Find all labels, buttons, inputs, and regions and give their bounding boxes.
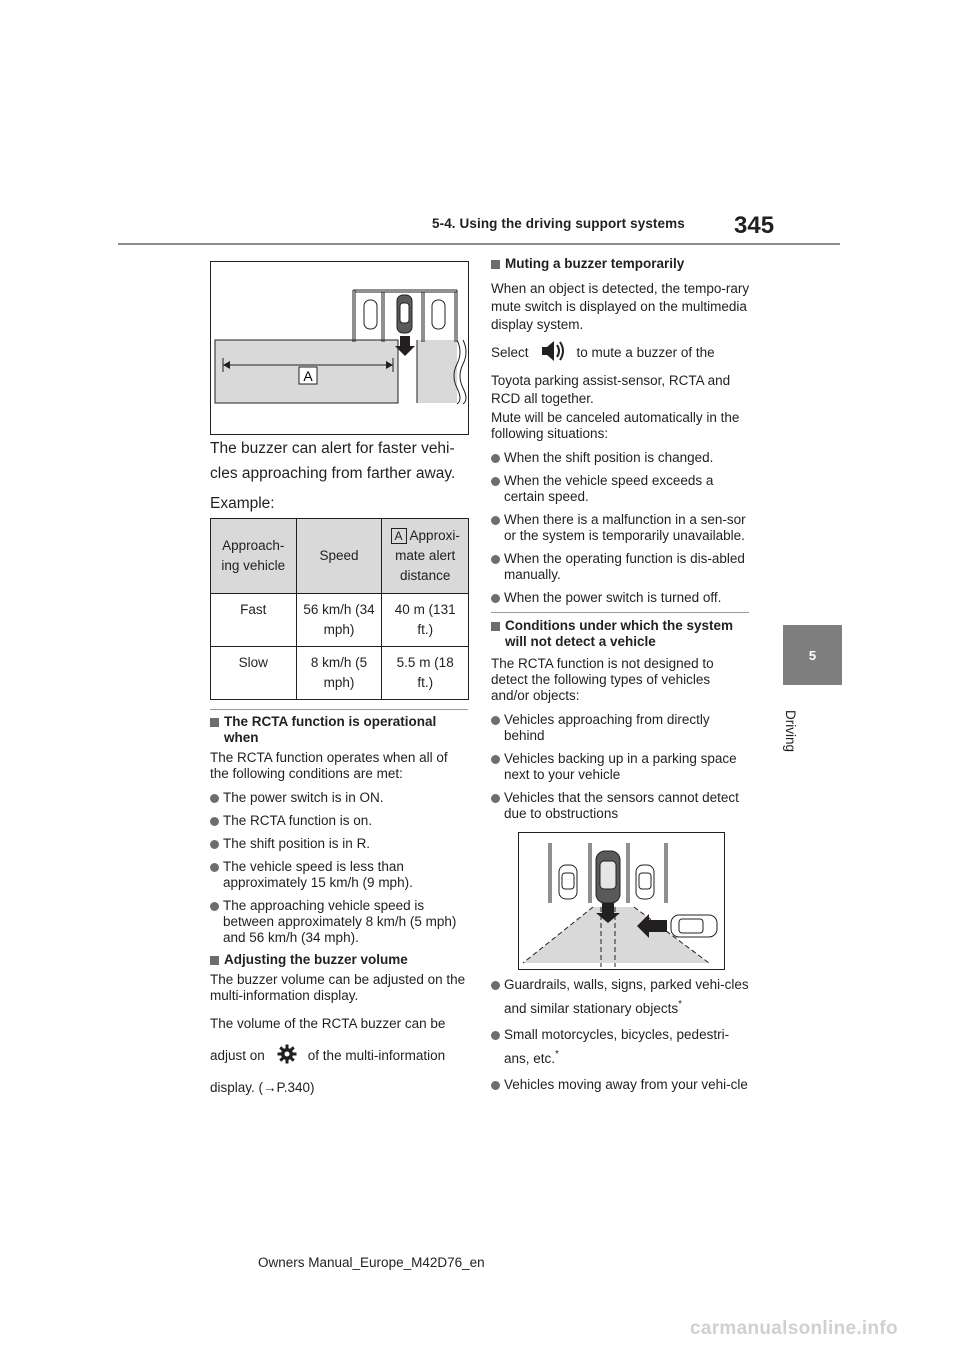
- operational-intro: The RCTA function operates when all of the following conditions are met:: [210, 750, 448, 781]
- list-item: When the operating function is dis-abled manually.: [504, 551, 745, 582]
- detection-area-diagram: [518, 832, 725, 970]
- chapter-tab: 5: [783, 625, 842, 685]
- volume-section: Adjusting the buzzer volume The buzzer volume can be adjusted on the multi-information display. The volume of the RCTA buzzer can be adjust on of the multi-information display. (→P.340): [210, 952, 468, 1096]
- page-number: 345: [734, 212, 775, 239]
- intro-text: The buzzer can alert for faster vehi- cles approaching from farther away. Example:: [210, 440, 456, 512]
- figure-label-a: A: [303, 368, 313, 384]
- conditions-more: Guardrails, walls, signs, parked vehi-cles and similar stationary objects* Small motorcycles, bicycles, pedestri-ans, etc.* Vehicles moving away from your vehi-cle: [491, 975, 751, 1093]
- section-title: 5-4. Using the driving support systems: [432, 216, 685, 231]
- conditions-section: [491, 618, 751, 822]
- list-item: Vehicles that the sensors cannot detect due to obstructions: [504, 790, 739, 821]
- parking-diagram-alert-distance: [210, 261, 469, 435]
- list-item: The shift position is in R.: [223, 836, 371, 851]
- list-item: The power switch is in ON.: [223, 790, 384, 805]
- list-item: The vehicle speed is less than approximately 15 km/h (9 mph).: [223, 859, 413, 890]
- list-item: Guardrails, walls, signs, parked vehi-cles and similar stationary objects: [504, 977, 749, 1017]
- list-item: The approaching vehicle speed is between approximately 8 km/h (5 mph) and 56 km/h (34 mph).: [223, 898, 457, 945]
- operational-section: [210, 714, 468, 946]
- volume-heading: Adjusting the buzzer volume: [224, 952, 408, 967]
- row-slow-speed: 8 km/h (5 mph): [296, 647, 382, 700]
- manual-id: Owners Manual_Europe_M42D76_en: [258, 1255, 485, 1270]
- header-approaching-vehicle: Approach- ing vehicle: [211, 519, 297, 594]
- row-fast-distance: 40 m (131 ft.): [382, 594, 469, 647]
- list-item: Vehicles moving away from your vehi-cle: [504, 1077, 748, 1093]
- list-item: Vehicles approaching from directly behind: [504, 712, 710, 743]
- list-item: When the vehicle speed exceeds a certain speed.: [504, 473, 714, 504]
- list-item: Small motorcycles, bicycles, pedestri-ans, etc.: [504, 1027, 730, 1067]
- row-slow-vehicle: Slow: [211, 647, 297, 700]
- speaker-mute-icon: [539, 339, 565, 367]
- header-speed: Speed: [296, 519, 382, 594]
- chapter-label: Driving: [783, 710, 798, 753]
- row-fast-speed: 56 km/h (34 mph): [296, 594, 382, 647]
- separator: [491, 612, 749, 613]
- label-a-badge: A: [391, 528, 407, 544]
- alert-distance-table: [210, 518, 469, 700]
- muting-heading: Muting a buzzer temporarily: [505, 256, 685, 271]
- header-rule: [118, 243, 840, 245]
- muting-section: Muting a buzzer temporarily When an object is detected, the tempo-rary mute switch is displayed on the multimedia display system. Select to mute a buzzer of the Toyota parking assist-sensor, RCTA and RCD all together. Mute will be canceled automatically in the following situations: When the shift position is changed. When the vehicle speed exceeds a certain speed. When there is a malfunction in a sen-sor or the system is temporarily unavailable. When the operating function is dis-abled manually. When the power switch is turned off.: [491, 256, 750, 605]
- separator: [210, 709, 468, 710]
- list-item: Vehicles backing up in a parking space next to your vehicle: [504, 751, 737, 782]
- row-slow-distance: 5.5 m (18 ft.): [382, 647, 469, 700]
- conditions-intro: The RCTA function is not designed to detect the following types of vehicles and/or objects:: [491, 656, 714, 703]
- header-distance: A Approxi- mate alert distance: [382, 519, 469, 594]
- gear-icon: [277, 1044, 297, 1068]
- row-fast-vehicle: Fast: [211, 594, 297, 647]
- volume-text: The buzzer volume can be adjusted on the multi-information display.: [210, 972, 466, 1003]
- operational-heading: The RCTA function is operational when: [224, 714, 437, 745]
- muting-text: When an object is detected, the tempo-rary mute switch is displayed on the multimedia display system.: [491, 281, 750, 332]
- list-item: When the power switch is turned off.: [504, 590, 722, 605]
- conditions-heading: Conditions under which the system will not detect a vehicle: [505, 618, 734, 649]
- list-item: When there is a malfunction in a sen-sor or the system is temporarily unavailable.: [504, 512, 746, 543]
- watermark: carmanualsonline.info: [690, 1318, 898, 1339]
- list-item: The RCTA function is on.: [223, 813, 373, 828]
- list-item: When the shift position is changed.: [504, 450, 714, 465]
